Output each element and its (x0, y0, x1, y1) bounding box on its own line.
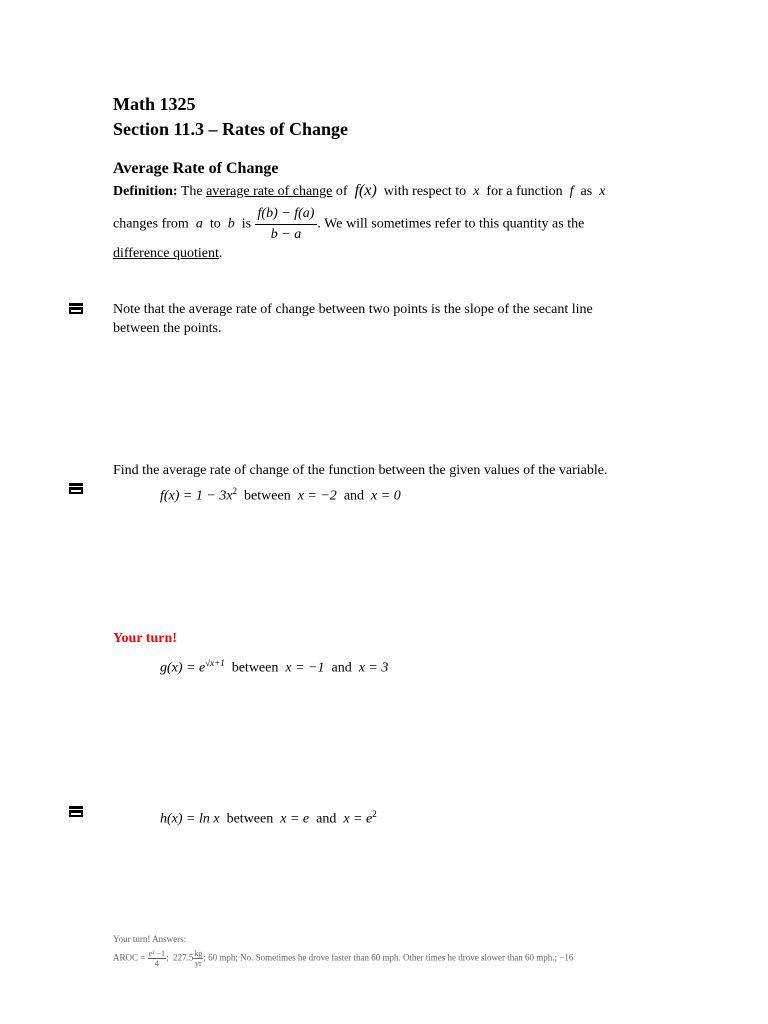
clapboard-icon (69, 483, 83, 494)
your-turn-exponent: √x+1 (205, 658, 225, 668)
answer-unit-denominator: yr (194, 959, 202, 968)
definition-line-2 (113, 205, 584, 244)
text-is: is (241, 216, 252, 232)
definition-line-3 (113, 245, 222, 263)
math-x-2: x (599, 184, 606, 199)
your-turn-function: g(x) = e (160, 660, 206, 676)
term-difference-quotient: difference quotient (113, 246, 219, 261)
difference-quotient-fraction (255, 205, 318, 244)
example-instruction: Find the average rate of change of the function between the given values of the variable. (113, 463, 608, 478)
answer-unit-numerator: kg (194, 949, 203, 958)
text-and: and (343, 488, 365, 504)
example-x2: x = 0 (371, 488, 401, 504)
text-and: and (316, 811, 337, 827)
text-between: between (226, 811, 274, 827)
text-the: The (180, 184, 203, 199)
text-sometimes: . We will sometimes refer to this quantity as the (317, 216, 585, 232)
example2-function: h(x) = ln x (160, 811, 220, 827)
text-with-respect: with respect to (383, 184, 467, 199)
text-for-function: for a function (486, 184, 563, 199)
answer-aroc-label: AROC = (113, 952, 146, 963)
answer-unit-fraction (193, 949, 203, 968)
note-line-2: between the points. (113, 321, 222, 336)
text-period: . (218, 246, 223, 261)
text-between: between (231, 660, 279, 676)
math-f: f (569, 184, 574, 199)
math-fx: f(x) (354, 182, 377, 199)
text-of: of (335, 184, 348, 199)
answer-aroc-fraction (148, 949, 166, 968)
example-function: f(x) = 1 − 3x (160, 488, 233, 504)
example2-x2: x = e (343, 811, 373, 827)
avg-rate-heading: Average Rate of Change (113, 160, 279, 177)
example-x1: x = −2 (297, 488, 337, 504)
your-turn-x2: x = 3 (358, 660, 389, 676)
example-equation (160, 482, 401, 506)
math-a: a (195, 216, 203, 232)
text-to: to (209, 216, 221, 232)
answer-aroc-numerator: e² −1 (148, 949, 166, 958)
your-turn-label: Your turn! (113, 631, 177, 646)
answer-value: 227.5 (173, 952, 194, 963)
answers-title: Your turn! Answers: (113, 934, 187, 944)
term-average-rate: average rate of change (206, 184, 333, 199)
answer-aroc-denominator: 4 (154, 959, 159, 968)
your-turn-equation (160, 654, 388, 678)
answer-separator: ; (166, 952, 169, 963)
math-b: b (227, 216, 235, 232)
fraction-numerator: f(b) − f(a) (255, 205, 318, 225)
text-changes-from: changes from (113, 216, 189, 232)
clapboard-icon (69, 303, 83, 314)
clapboard-icon (69, 806, 83, 817)
definition-line-1 (113, 182, 605, 201)
text-between: between (244, 488, 291, 504)
example2-equation (160, 805, 377, 829)
math-x: x (473, 184, 480, 199)
example-exponent: 2 (232, 486, 238, 496)
fraction-denominator: b − a (270, 227, 302, 242)
your-turn-x1: x = −1 (285, 660, 325, 676)
answers-line (113, 949, 573, 968)
definition-label: Definition: (113, 184, 178, 199)
note-line-1: Note that the average rate of change between two points is the slope of the secant line (113, 302, 593, 317)
section-title: Section 11.3 – Rates of Change (113, 119, 348, 139)
example2-x2-exponent: 2 (372, 809, 377, 819)
text-as: as (580, 184, 593, 199)
text-and: and (331, 660, 352, 676)
example2-x1: x = e (280, 811, 310, 827)
answer-rest: ; 60 mph; No. Sometimes he drove faster than 60 mph. Other times he drove slower than 60 mph.; −16 (203, 952, 574, 963)
course-title: Math 1325 (113, 94, 196, 114)
